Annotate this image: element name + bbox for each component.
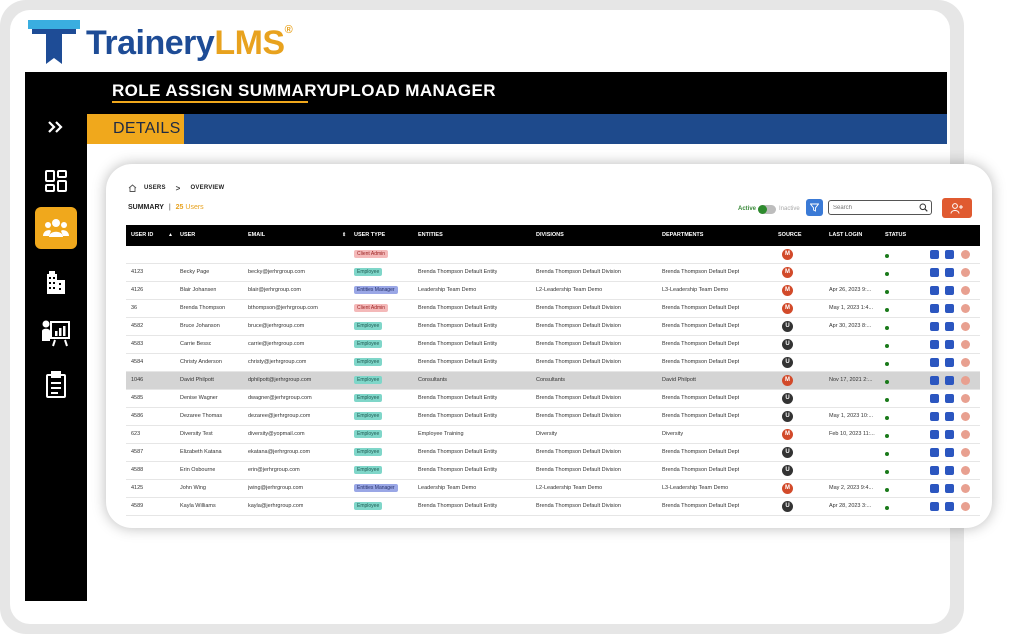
user-id-cell: 623: [131, 431, 141, 437]
sidebar-item-reports[interactable]: [35, 364, 77, 406]
search-box: [828, 200, 932, 215]
status-active-dot: [885, 254, 889, 258]
email-cell: erin@jerhrgroup.com: [248, 467, 300, 473]
user-type-badge: Employee: [354, 376, 382, 384]
sidebar-item-organization[interactable]: [35, 262, 77, 304]
user-type-cell: [354, 336, 382, 353]
edit-icon[interactable]: [930, 268, 939, 277]
dashboard-icon: [44, 169, 68, 193]
user-id-cell: 36: [131, 305, 138, 311]
user-id-cell: 4584: [131, 359, 144, 365]
user-name-cell: Becky Page: [180, 269, 210, 275]
trainery-t-logo-icon: [28, 18, 80, 66]
view-icon[interactable]: [945, 358, 954, 367]
edit-icon[interactable]: [930, 376, 939, 385]
delete-icon[interactable]: [961, 340, 970, 349]
add-user-button[interactable]: [942, 198, 972, 218]
active-toggle[interactable]: [738, 203, 800, 215]
last-login-cell: Apr 26, 2023 9:...: [829, 287, 872, 293]
departments-cell: Brenda Thompson Default Dept: [662, 467, 740, 473]
user-type-cell: [354, 390, 382, 407]
email-cell: dphilpott@jerhrgroup.com: [248, 377, 312, 383]
user-type-badge: Entities Manager: [354, 484, 398, 492]
table-row[interactable]: [126, 480, 980, 498]
edit-icon[interactable]: [930, 502, 939, 511]
toggle-active-label: Active: [738, 206, 757, 212]
departments-cell: Brenda Thompson Default Dept: [662, 305, 740, 311]
email-cell: jwing@jerhrgroup.com: [248, 485, 304, 491]
search-input[interactable]: [833, 202, 915, 213]
edit-icon[interactable]: [930, 412, 939, 421]
sidebar: [25, 72, 87, 601]
user-id-cell: 4588: [131, 467, 144, 473]
table-row[interactable]: [126, 372, 980, 390]
user-type-cell: [354, 462, 382, 479]
departments-cell: L3-Leadership Team Demo: [662, 485, 729, 491]
user-name-cell: Christy Anderson: [180, 359, 222, 365]
column-header-last-login[interactable]: LAST LOGIN: [829, 232, 863, 238]
view-icon[interactable]: [945, 322, 954, 331]
email-cell: becky@jerhrgroup.com: [248, 269, 305, 275]
last-login-cell: Apr 28, 2023 3:...: [829, 503, 872, 509]
departments-cell: Brenda Thompson Default Dept: [662, 503, 740, 509]
status-active-dot: [885, 326, 889, 330]
table-row[interactable]: [126, 282, 980, 300]
departments-cell: Brenda Thompson Default Dept: [662, 413, 740, 419]
delete-icon[interactable]: [961, 448, 970, 457]
user-id-cell: 4126: [131, 287, 144, 293]
view-icon[interactable]: [945, 502, 954, 511]
status-active-dot: [885, 470, 889, 474]
delete-icon[interactable]: [961, 304, 970, 313]
entities-cell: Consultants: [418, 377, 448, 383]
delete-icon[interactable]: [961, 358, 970, 367]
user-count: 25: [175, 204, 184, 211]
user-type-cell: [354, 246, 388, 263]
status-active-dot: [885, 434, 889, 438]
user-id-cell: 4585: [131, 395, 144, 401]
view-icon[interactable]: [945, 304, 954, 313]
user-name-cell: Kayla Williams: [180, 503, 216, 509]
user-type-badge: Entities Manager: [354, 286, 398, 294]
entities-cell: Brenda Thompson Default Entity: [418, 413, 498, 419]
source-manual-icon: M: [782, 429, 793, 440]
view-icon[interactable]: [945, 448, 954, 457]
users-icon: [43, 217, 69, 239]
divisions-cell: Brenda Thompson Default Division: [536, 503, 621, 509]
status-active-dot: [885, 272, 889, 276]
entities-cell: Brenda Thompson Default Entity: [418, 323, 498, 329]
user-type-cell: [354, 282, 398, 299]
delete-icon[interactable]: [961, 466, 970, 475]
source-upload-icon: U: [782, 501, 793, 512]
last-login-cell: Nov 17, 2021 2:...: [829, 377, 873, 383]
divisions-cell: L2-Leadership Team Demo: [536, 287, 603, 293]
email-cell: kayla@jerhrgroup.com: [248, 503, 304, 509]
sort-icon[interactable]: ▲: [168, 232, 173, 238]
user-name-cell: Dezaree Thomas: [180, 413, 223, 419]
table-row[interactable]: [126, 390, 980, 408]
view-icon[interactable]: [945, 268, 954, 277]
column-header-user-id[interactable]: USER ID: [131, 232, 154, 238]
user-type-cell: [354, 426, 382, 443]
column-header-entities[interactable]: ENTITIES: [418, 232, 443, 238]
add-user-icon: [950, 203, 964, 214]
user-type-cell: [354, 264, 382, 281]
delete-icon[interactable]: [961, 394, 970, 403]
user-type-badge: Employee: [354, 412, 382, 420]
email-cell: christy@jerhrgroup.com: [248, 359, 307, 365]
table-row[interactable]: [126, 498, 980, 516]
summary-title: SUMMARY: [128, 204, 164, 211]
edit-icon[interactable]: [930, 322, 939, 331]
user-type-badge: Employee: [354, 430, 382, 438]
delete-icon[interactable]: [961, 250, 970, 259]
sidebar-expand-button[interactable]: [35, 106, 77, 148]
departments-cell: Brenda Thompson Default Dept: [662, 341, 740, 347]
toggle-inactive-label: Inactive: [779, 206, 800, 212]
departments-cell: Brenda Thompson Default Dept: [662, 359, 740, 365]
departments-cell: Brenda Thompson Default Dept: [662, 395, 740, 401]
status-active-dot: [885, 452, 889, 456]
edit-icon[interactable]: [930, 340, 939, 349]
table-row[interactable]: [126, 426, 980, 444]
entities-cell: Employee Training: [418, 431, 464, 437]
active-tab-indicator: [112, 101, 308, 103]
home-icon[interactable]: [128, 184, 137, 192]
breadcrumb-current: OVERVIEW: [190, 185, 225, 191]
delete-icon[interactable]: [961, 502, 970, 511]
tab-role-assign-summary[interactable]: ROLE ASSIGN SUMMARY: [112, 81, 329, 100]
delete-icon[interactable]: [961, 484, 970, 493]
edit-icon[interactable]: [930, 466, 939, 475]
toggle-knob: [758, 205, 767, 214]
table-row[interactable]: [126, 246, 980, 264]
user-name-cell: Carrie Bessc: [180, 341, 212, 347]
user-type-badge: Employee: [354, 502, 382, 510]
building-icon: [45, 270, 67, 296]
user-id-cell: 4589: [131, 503, 144, 509]
email-cell: diversity@yopmail.com: [248, 431, 305, 437]
source-upload-icon: U: [782, 339, 793, 350]
entities-cell: Leadership Team Demo: [418, 287, 477, 293]
filter-icon: [810, 203, 819, 212]
user-id-cell: 4583: [131, 341, 144, 347]
source-manual-icon: M: [782, 483, 793, 494]
table-row[interactable]: [126, 462, 980, 480]
last-login-cell: Apr 30, 2023 8:...: [829, 323, 872, 329]
entities-cell: Brenda Thompson Default Entity: [418, 269, 498, 275]
delete-icon[interactable]: [961, 322, 970, 331]
user-name-cell: Erin Osbourne: [180, 467, 216, 473]
source-manual-icon: M: [782, 249, 793, 260]
summary-separator: |: [168, 204, 171, 211]
last-login-cell: May 1, 2023 1:4...: [829, 305, 874, 311]
user-id-cell: 4125: [131, 485, 144, 491]
clipboard-icon: [45, 371, 67, 399]
user-name-cell: Blair Johansen: [180, 287, 217, 293]
source-manual-icon: M: [782, 303, 793, 314]
table-body: [126, 246, 980, 516]
user-type-cell: [354, 318, 382, 335]
source-upload-icon: U: [782, 393, 793, 404]
last-login-cell: May 2, 2023 9:4...: [829, 485, 874, 491]
departments-cell: David Philpott: [662, 377, 696, 383]
delete-icon[interactable]: [961, 376, 970, 385]
user-type-cell: [354, 372, 382, 389]
sidebar-item-dashboard[interactable]: [35, 160, 77, 202]
table-header: [126, 225, 980, 246]
user-name-cell: Diversity Test: [180, 431, 213, 437]
user-type-cell: [354, 408, 382, 425]
app-logo: [28, 16, 318, 68]
divisions-cell: Brenda Thompson Default Division: [536, 305, 621, 311]
status-active-dot: [885, 308, 889, 312]
delete-icon[interactable]: [961, 268, 970, 277]
user-type-badge: Employee: [354, 358, 382, 366]
entities-cell: Brenda Thompson Default Entity: [418, 341, 498, 347]
entities-cell: Brenda Thompson Default Entity: [418, 395, 498, 401]
user-id-cell: 4587: [131, 449, 144, 455]
divisions-cell: Brenda Thompson Default Division: [536, 449, 621, 455]
presentation-icon: [41, 319, 71, 347]
email-cell: bthompson@jerhrgroup.com: [248, 305, 318, 311]
user-name-cell: Denise Wagner: [180, 395, 218, 401]
source-manual-icon: M: [782, 285, 793, 296]
view-icon[interactable]: [945, 376, 954, 385]
column-header-departments[interactable]: DEPARTMENTS: [662, 232, 704, 238]
status-active-dot: [885, 362, 889, 366]
column-header-email[interactable]: EMAIL: [248, 232, 266, 238]
edit-icon[interactable]: [930, 286, 939, 295]
column-header-source[interactable]: SOURCE: [778, 232, 802, 238]
table-row[interactable]: [126, 336, 980, 354]
view-icon[interactable]: [945, 250, 954, 259]
tab-upload-manager[interactable]: UPLOAD MANAGER: [326, 81, 496, 100]
email-cell: dezaree@jerhrgroup.com: [248, 413, 311, 419]
email-cell: blair@jerhrgroup.com: [248, 287, 301, 293]
view-icon[interactable]: [945, 286, 954, 295]
edit-icon[interactable]: [930, 250, 939, 259]
source-manual-icon: M: [782, 267, 793, 278]
email-cell: dwagner@jerhrgroup.com: [248, 395, 312, 401]
edit-icon[interactable]: [930, 304, 939, 313]
entities-cell: Brenda Thompson Default Entity: [418, 467, 498, 473]
user-id-cell: 1046: [131, 377, 144, 383]
last-login-cell: May 1, 2023 10:...: [829, 413, 874, 419]
breadcrumb-separator: >: [175, 183, 181, 193]
divisions-cell: Brenda Thompson Default Division: [536, 467, 621, 473]
column-header-user[interactable]: USER: [180, 232, 196, 238]
user-type-badge: Employee: [354, 340, 382, 348]
view-icon[interactable]: [945, 430, 954, 439]
search-icon[interactable]: [919, 203, 928, 212]
edit-icon[interactable]: [930, 358, 939, 367]
entities-cell: Brenda Thompson Default Entity: [418, 359, 498, 365]
view-icon[interactable]: [945, 340, 954, 349]
user-name-cell: Brenda Thompson: [180, 305, 226, 311]
user-name-cell: John Wing: [180, 485, 206, 491]
divisions-cell: Brenda Thompson Default Division: [536, 395, 621, 401]
departments-cell: Brenda Thompson Default Dept: [662, 269, 740, 275]
user-name-cell: Bruce Johanson: [180, 323, 220, 329]
divisions-cell: Consultants: [536, 377, 566, 383]
divisions-cell: Diversity: [536, 431, 558, 437]
view-icon[interactable]: [945, 394, 954, 403]
delete-icon[interactable]: [961, 412, 970, 421]
table-row[interactable]: [126, 318, 980, 336]
status-active-dot: [885, 488, 889, 492]
status-active-dot: [885, 398, 889, 402]
source-upload-icon: U: [782, 411, 793, 422]
status-active-dot: [885, 344, 889, 348]
user-id-cell: 4582: [131, 323, 144, 329]
edit-icon[interactable]: [930, 430, 939, 439]
user-type-badge: Client Admin: [354, 304, 388, 312]
entities-cell: Brenda Thompson Default Entity: [418, 503, 498, 509]
user-type-badge: Employee: [354, 268, 382, 276]
email-cell: carrie@jerhrgroup.com: [248, 341, 305, 347]
users-table: [126, 225, 980, 516]
delete-icon[interactable]: [961, 286, 970, 295]
edit-icon[interactable]: [930, 484, 939, 493]
table-row[interactable]: [126, 444, 980, 462]
user-type-cell: [354, 444, 382, 461]
status-active-dot: [885, 416, 889, 420]
source-upload-icon: U: [782, 357, 793, 368]
tab-details[interactable]: DETAILS: [87, 114, 184, 144]
departments-cell: Diversity: [662, 431, 684, 437]
divisions-cell: Brenda Thompson Default Division: [536, 341, 621, 347]
filter-button[interactable]: [806, 199, 823, 216]
user-name-cell: David Philpott: [180, 377, 214, 383]
source-upload-icon: U: [782, 447, 793, 458]
departments-cell: L3-Leadership Team Demo: [662, 287, 729, 293]
email-cell: bruce@jerhrgroup.com: [248, 323, 305, 329]
departments-cell: Brenda Thompson Default Dept: [662, 449, 740, 455]
table-row[interactable]: [126, 408, 980, 426]
status-active-dot: [885, 506, 889, 510]
breadcrumb-users[interactable]: USERS: [144, 185, 166, 191]
status-active-dot: [885, 290, 889, 294]
table-row[interactable]: [126, 354, 980, 372]
user-type-badge: Employee: [354, 466, 382, 474]
status-active-dot: [885, 380, 889, 384]
view-icon[interactable]: [945, 484, 954, 493]
delete-icon[interactable]: [961, 430, 970, 439]
divisions-cell: Brenda Thompson Default Division: [536, 413, 621, 419]
source-upload-icon: U: [782, 465, 793, 476]
user-id-cell: 4586: [131, 413, 144, 419]
sort-toggle-icon[interactable]: ⇕: [342, 232, 347, 238]
column-header-status[interactable]: STATUS: [885, 232, 907, 238]
last-login-cell: Feb 10, 2023 11:...: [829, 431, 875, 437]
edit-icon[interactable]: [930, 448, 939, 457]
user-type-cell: [354, 498, 382, 515]
source-upload-icon: U: [782, 321, 793, 332]
details-bar: [87, 114, 947, 144]
user-count-unit: Users: [185, 204, 204, 211]
user-type-cell: [354, 300, 388, 317]
source-manual-icon: M: [782, 375, 793, 386]
divisions-cell: L2-Leadership Team Demo: [536, 485, 603, 491]
entities-cell: Leadership Team Demo: [418, 485, 477, 491]
view-icon[interactable]: [945, 466, 954, 475]
toggle-switch[interactable]: [758, 205, 776, 214]
user-type-badge: Employee: [354, 448, 382, 456]
entities-cell: Brenda Thompson Default Entity: [418, 305, 498, 311]
table-row[interactable]: [126, 264, 980, 282]
user-type-cell: [354, 480, 398, 497]
view-icon[interactable]: [945, 412, 954, 421]
user-type-cell: [354, 354, 382, 371]
user-id-cell: 4123: [131, 269, 144, 275]
divisions-cell: Brenda Thompson Default Division: [536, 269, 621, 275]
logo-wordmark: TraineryLMS®: [86, 24, 293, 62]
divisions-cell: Brenda Thompson Default Division: [536, 323, 621, 329]
user-type-badge: Employee: [354, 322, 382, 330]
email-cell: ekatana@jerhrgroup.com: [248, 449, 311, 455]
divisions-cell: Brenda Thompson Default Division: [536, 359, 621, 365]
sidebar-item-training[interactable]: [35, 312, 77, 354]
user-type-badge: Client Admin: [354, 250, 388, 258]
edit-icon[interactable]: [930, 394, 939, 403]
departments-cell: Brenda Thompson Default Dept: [662, 323, 740, 329]
column-header-divisions[interactable]: DIVISIONS: [536, 232, 564, 238]
user-name-cell: Elizabeth Katana: [180, 449, 222, 455]
summary-label: [128, 204, 204, 211]
entities-cell: Brenda Thompson Default Entity: [418, 449, 498, 455]
sidebar-item-users[interactable]: [35, 207, 77, 249]
table-row[interactable]: [126, 300, 980, 318]
column-header-user-type[interactable]: USER TYPE: [354, 232, 386, 238]
breadcrumb: [128, 182, 224, 194]
user-type-badge: Employee: [354, 394, 382, 402]
double-chevron-right-icon: [47, 120, 65, 134]
